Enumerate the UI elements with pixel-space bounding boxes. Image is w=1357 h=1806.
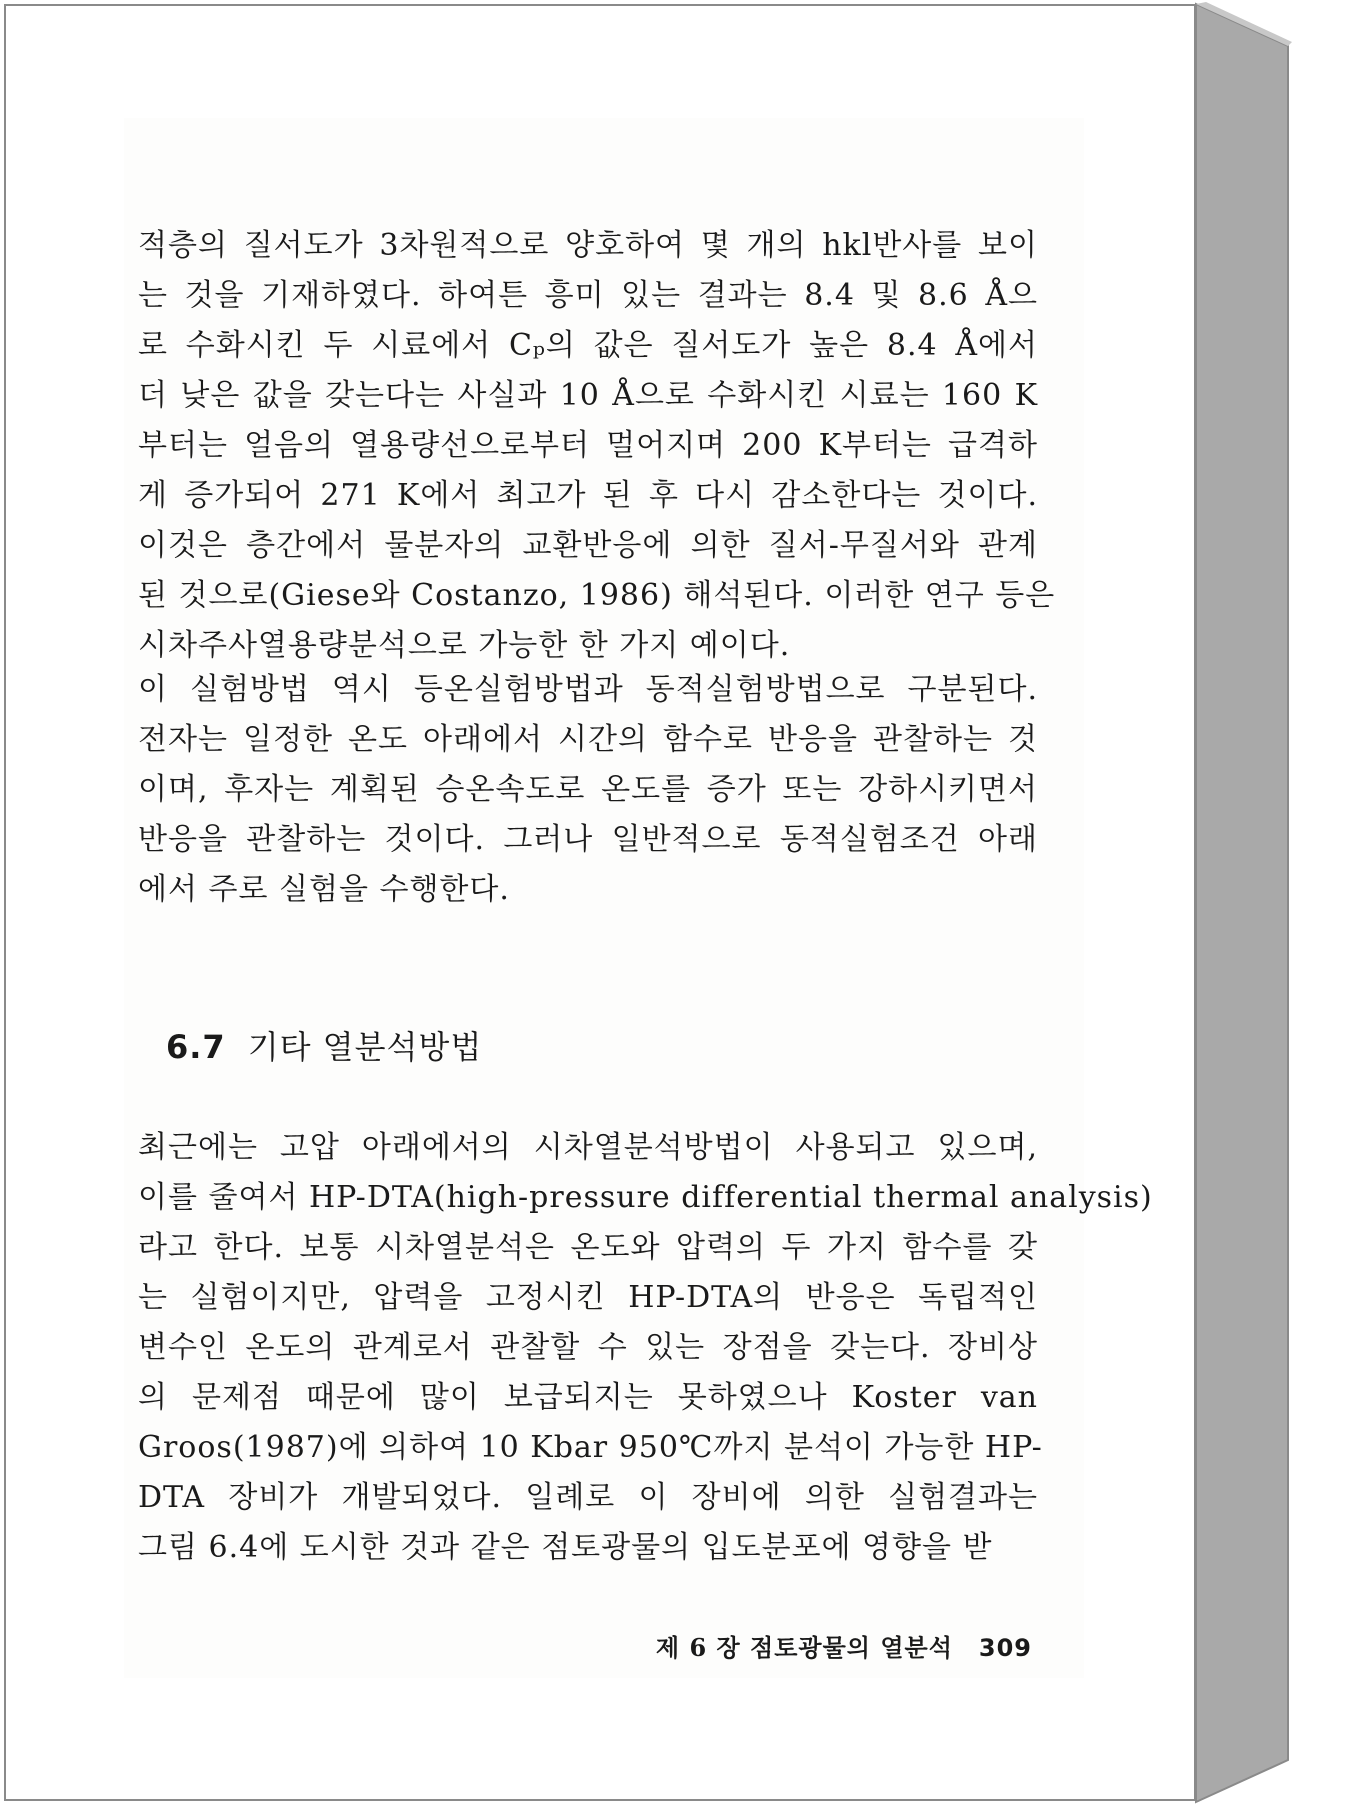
section-number: 6.7 (166, 1028, 226, 1066)
text-line: 에서 주로 실험을 수행한다. (138, 872, 510, 907)
text-line: 부터는 얼음의 열용량선으로부터 멀어지며 200 K부터는 급격하 (138, 428, 1038, 463)
text-line: 는 것을 기재하였다. 하여튼 흥미 있는 결과는 8.4 및 8.6 Å으 (138, 278, 1038, 313)
page-footer (656, 1628, 1032, 1663)
text-line: 이 실험방법 역시 등온실험방법과 동적실험방법으로 구분된다. (138, 672, 1038, 707)
text-line: 더 낮은 값을 갖는다는 사실과 10 Å으로 수화시킨 시료는 160 K (138, 378, 1038, 413)
section-heading (166, 1022, 482, 1068)
text-line: 이를 줄여서 HP-DTA(high-pressure differential thermal analysis) (138, 1180, 1153, 1215)
text-line: 적층의 질서도가 3차원적으로 양호하여 몇 개의 hkl반사를 보이 (138, 228, 1038, 263)
text-line: 게 증가되어 271 K에서 최고가 된 후 다시 감소한다는 것이다. (138, 478, 1038, 513)
text-line: Groos(1987)에 의하여 10 Kbar 950℃까지 분석이 가능한 HP- (138, 1430, 1043, 1465)
text-line: 로 수화시킨 두 시료에서 Cₚ의 값은 질서도가 높은 8.4 Å에서 (138, 328, 1038, 363)
page-number: 309 (978, 1634, 1032, 1662)
text-line: 라고 한다. 보통 시차열분석은 온도와 압력의 두 가지 함수를 갖 (138, 1230, 1038, 1265)
running-head-chapter: 제 6 장 점토광물의 열분석 (655, 1633, 953, 1662)
text-line: 된 것으로(Giese와 Costanzo, 1986) 해석된다. 이러한 연구 등은 (138, 578, 1056, 613)
section-title: 기타 열분석방법 (247, 1028, 483, 1066)
text-line: 이며, 후자는 계획된 승온속도로 온도를 증가 또는 강하시키면서 (138, 772, 1038, 807)
text-line: 이것은 층간에서 물분자의 교환반응에 의한 질서-무질서와 관계 (138, 528, 1038, 563)
text-line: 전자는 일정한 온도 아래에서 시간의 함수로 반응을 관찰하는 것 (138, 722, 1038, 757)
text-line: DTA 장비가 개발되었다. 일례로 이 장비에 의한 실험결과는 (138, 1480, 1038, 1515)
text-line: 변수인 온도의 관계로서 관찰할 수 있는 장점을 갖는다. 장비상 (138, 1330, 1038, 1365)
text-line: 반응을 관찰하는 것이다. 그러나 일반적으로 동적실험조건 아래 (138, 822, 1038, 857)
text-line: 시차주사열용량분석으로 가능한 한 가지 예이다. (138, 628, 791, 663)
text-line: 의 문제점 때문에 많이 보급되지는 못하였으나 Koster van (138, 1380, 1038, 1415)
text-line: 그림 6.4에 도시한 것과 같은 점토광물의 입도분포에 영향을 받 (138, 1530, 993, 1565)
text-line: 는 실험이지만, 압력을 고정시킨 HP-DTA의 반응은 독립적인 (138, 1280, 1038, 1315)
text-line: 최근에는 고압 아래에서의 시차열분석방법이 사용되고 있으며, (138, 1130, 1038, 1165)
